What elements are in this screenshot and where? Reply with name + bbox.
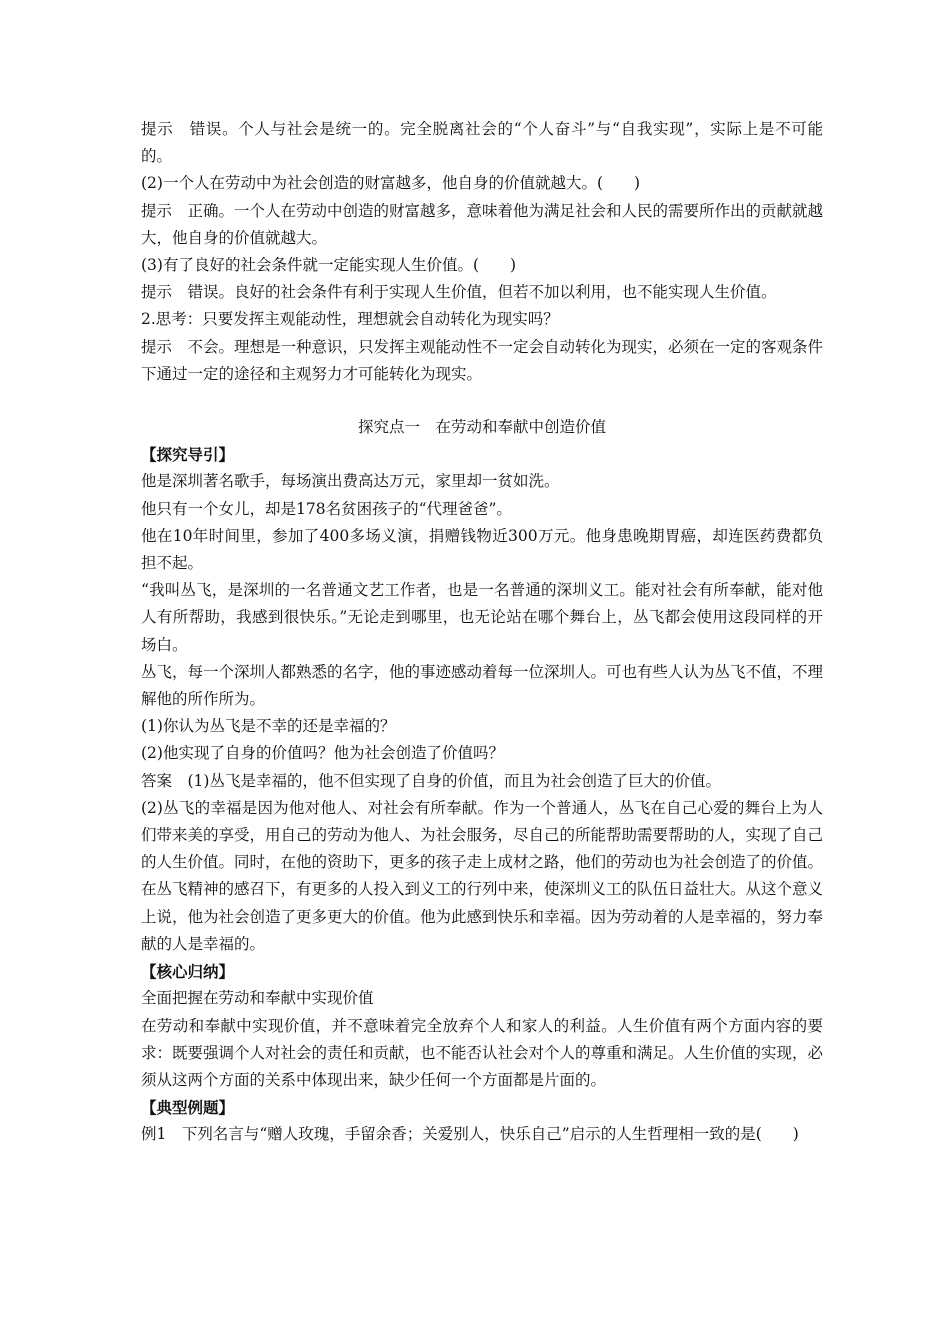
guide-heading: 【探究导引】 xyxy=(141,445,235,465)
answer-2: (2)丛飞的幸福是因为他对他人、对社会有所奉献。作为一个普通人，丛飞在自己心爱的舞台上为人们带来美的享受，用自己的劳动为他人、为社会服务，尽自己的所能帮助需要帮助的人，实现了自己的人生价值。同时，在他的资助下，更多的孩子走上成材之路，他们的劳动也为社会创造了的价值。在丛飞精神的感召下，有更多的人投入到义工的行列中来，使深圳义工的队伍日益壮大。从这个意义上说，他为社会创造了更多更大的价值。他为此感到快乐和幸福。因为劳动着的人是幸福的，努力奉献的人是幸福的。 xyxy=(141,798,824,953)
example-1: 例1 下列名言与“赠人玫瑰，手留余香；关爱别人，快乐自己”启示的人生哲理相一致的是( ) xyxy=(141,1125,799,1144)
guide-paragraph: “我叫丛飞，是深圳的一名普通文艺工作者，也是一名普通的深圳义工。能对社会有所奉献，能对他人有所帮助，我感到很快乐。”无论走到哪里，也无论站在哪个舞台上，丛飞都会使用这段同样的开场白。 xyxy=(141,581,823,654)
question-3: (3)有了良好的社会条件就一定能实现人生价值。( ) xyxy=(141,256,517,275)
hint-3: 提示 错误。良好的社会条件有利于实现人生价值，但若不加以利用，也不能实现人生价值。 xyxy=(141,283,777,302)
hint-4: 提示 不会。理想是一种意识，只发挥主观能动性不一定会自动转化为现实，必须在一定的客观条件下通过一定的途径和主观努力才可能转化为现实。 xyxy=(141,337,824,383)
core-paragraph: 在劳动和奉献中实现价值，并不意味着完全放弃个人和家人的利益。人生价值有两个方面内容的要求：既要强调个人对社会的责任和贡献，也不能否认社会对个人的尊重和满足。人生价值的实现，必须从这两个方面的关系中体现出来，缺少任何一个方面都是片面的。 xyxy=(141,1016,824,1089)
question-2: (2)一个人在劳动中为社会创造的财富越多，他自身的价值就越大。( ) xyxy=(141,174,641,193)
guide-question-2: (2)他实现了自身的价值吗？他为社会创造了价值吗？ xyxy=(141,744,504,763)
core-subtitle: 全面把握在劳动和奉献中实现价值 xyxy=(141,989,374,1008)
hint-1: 提示 错误。个人与社会是统一的。完全脱离社会的“个人奋斗”与“自我实现”，实际上是不可能的。 xyxy=(141,120,823,166)
core-heading: 【核心归纳】 xyxy=(141,962,235,982)
document-page xyxy=(141,116,823,1149)
think-question: 2.思考：只要发挥主观能动性，理想就会自动转化为现实吗？ xyxy=(141,310,559,329)
guide-paragraph: 丛飞，每一个深圳人都熟悉的名字，他的事迹感动着每一位深圳人。可也有些人认为丛飞不值，不理解他的所作所为。 xyxy=(141,662,824,709)
section-title: 探究点一 在劳动和奉献中创造价值 xyxy=(357,418,606,437)
guide-paragraph: 他只有一个女儿，却是178名贫困孩子的“代理爸爸”。 xyxy=(141,499,512,518)
example-heading: 【典型例题】 xyxy=(141,1098,235,1118)
hint-2: 提示 正确。一个人在劳动中创造的财富越多，意味着他为满足社会和人民的需要所作出的贡献就越大，他自身的价值就越大。 xyxy=(141,201,824,247)
guide-question-1: (1)你认为丛飞是不幸的还是幸福的？ xyxy=(141,717,396,736)
guide-paragraph: 他在10年时间里，参加了400多场义演，捐赠钱物近300万元。他身患晚期胃癌，却连医药费都负担不起。 xyxy=(141,526,823,573)
guide-paragraph: 他是深圳著名歌手，每场演出费高达万元，家里却一贫如洗。 xyxy=(141,472,560,491)
answer-1: 答案 (1)丛飞是幸福的，他不但实现了自身的价值，而且为社会创造了巨大的价值。 xyxy=(141,771,721,790)
